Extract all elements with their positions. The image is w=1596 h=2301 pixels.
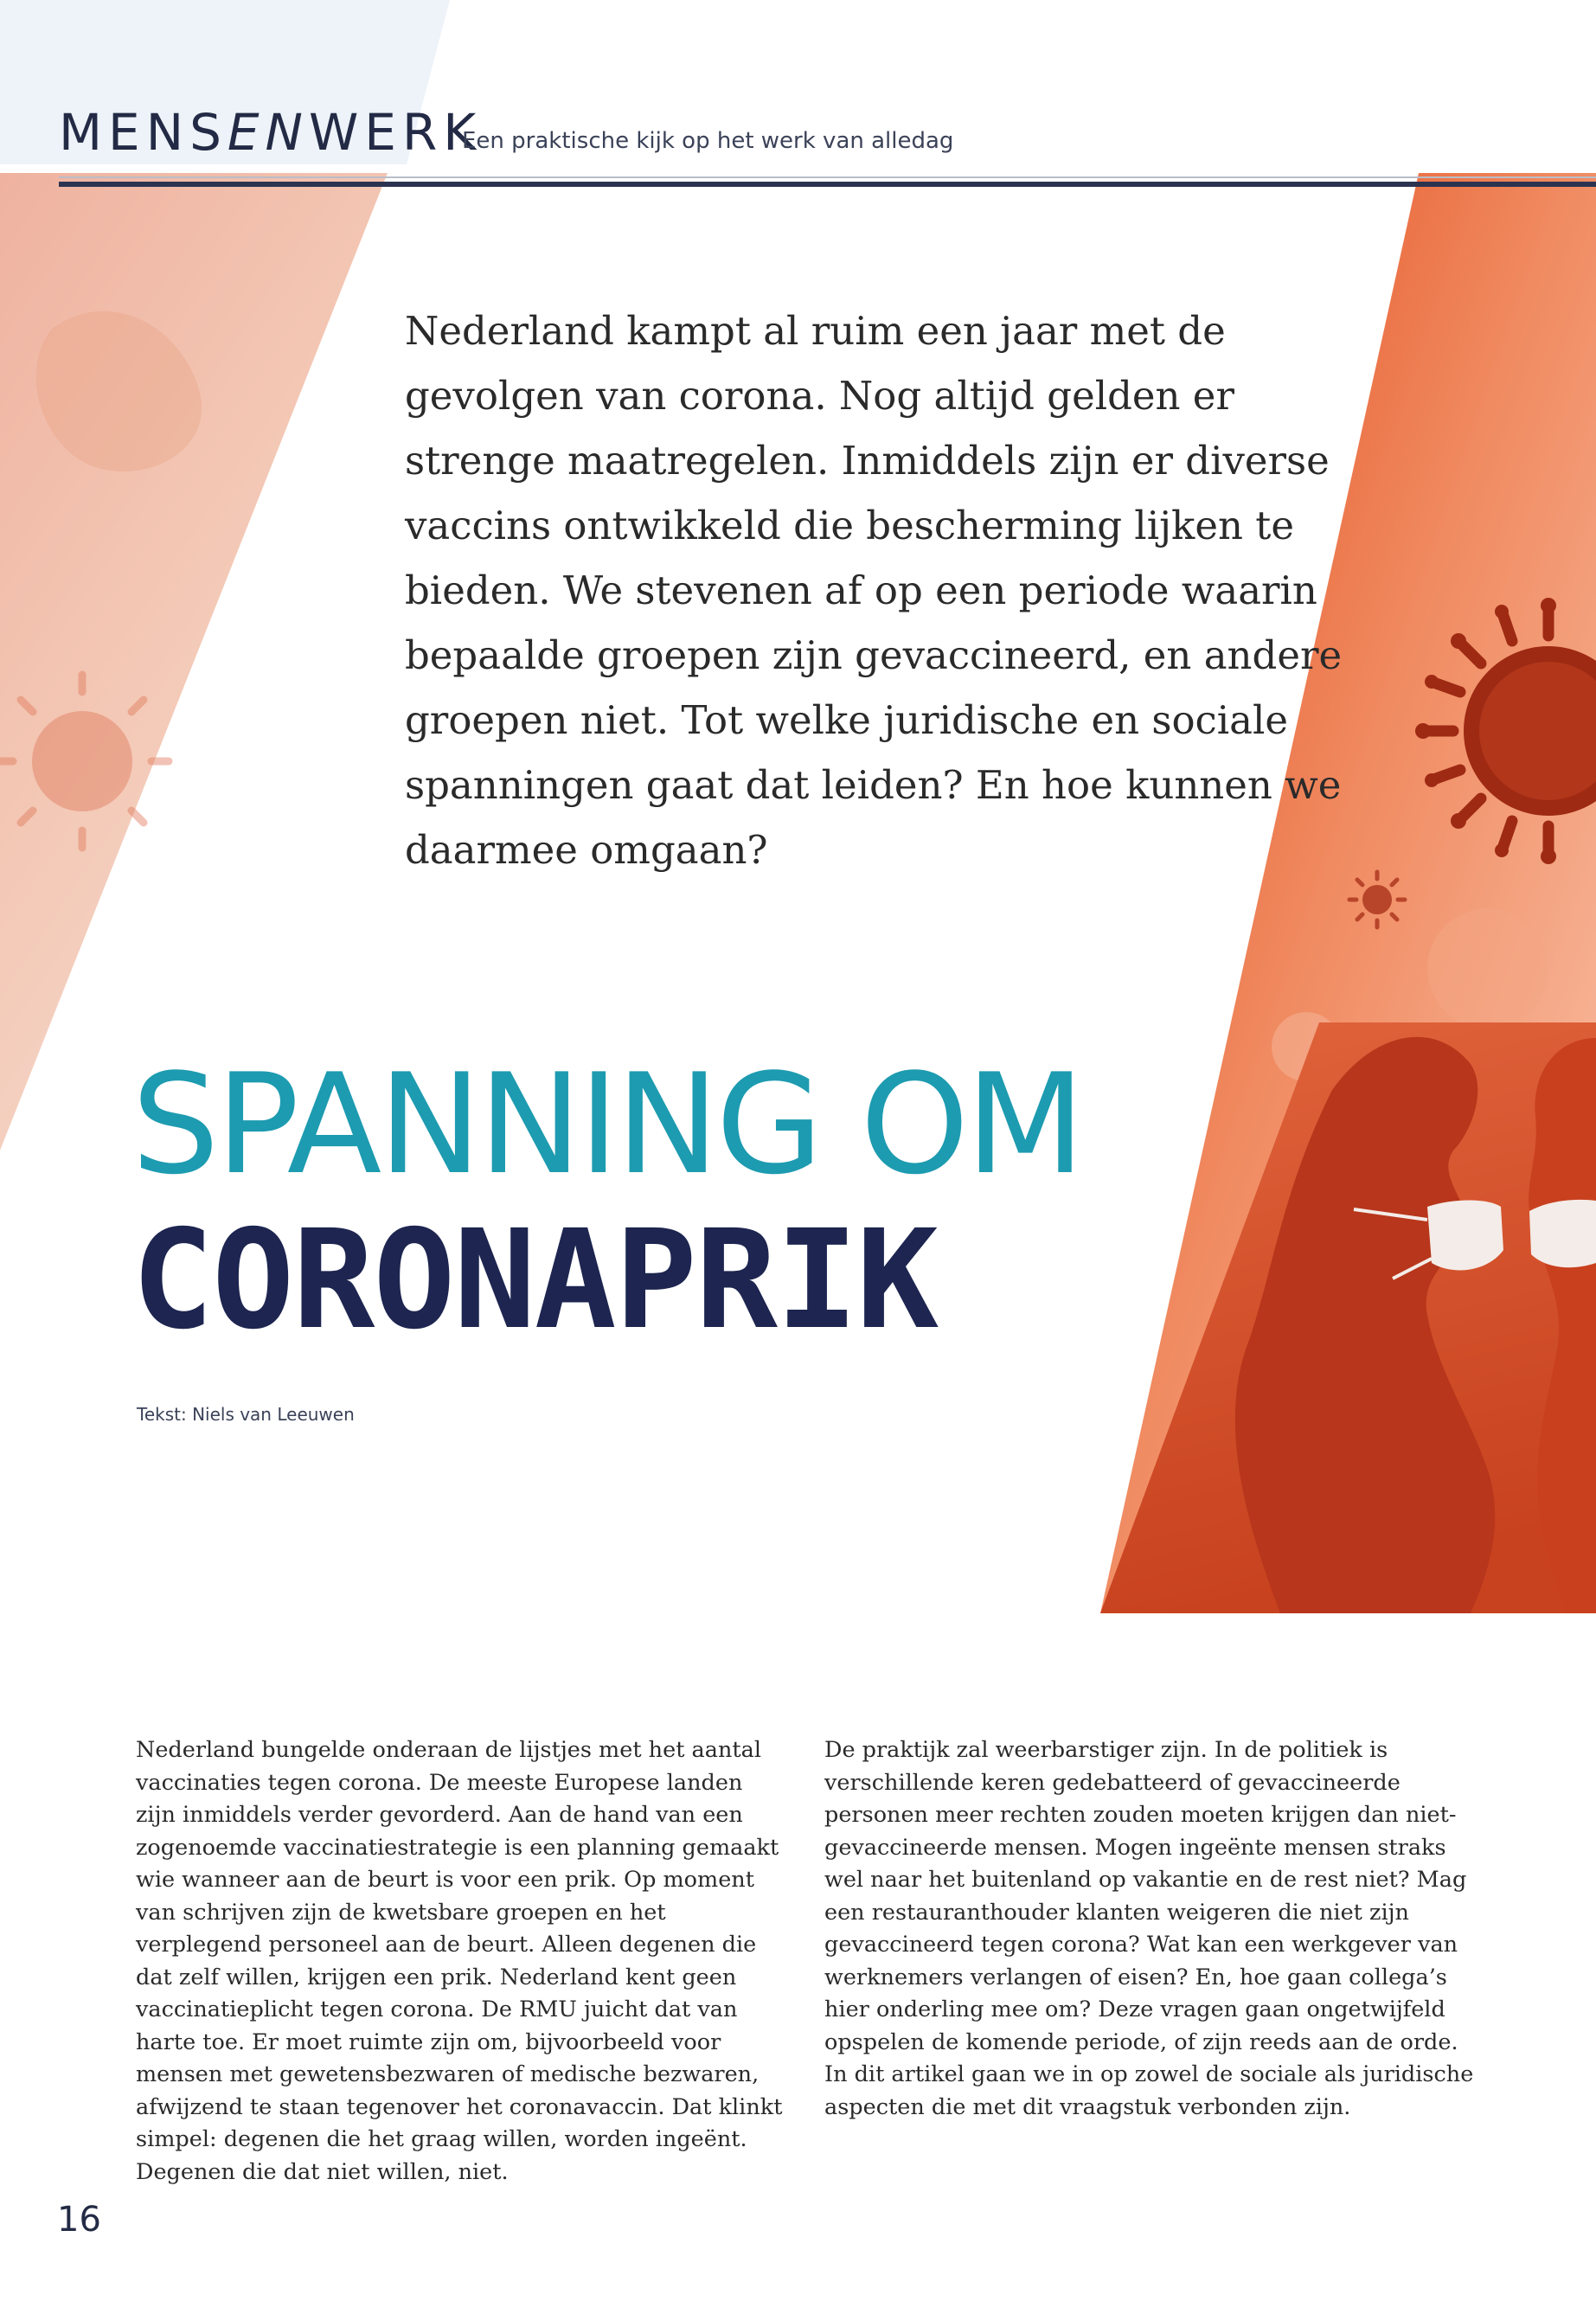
header-rule <box>59 176 1596 178</box>
intro-text: Nederland kampt al ruim een jaar met de gevolgen van corona. Nog altijd gelden er strenge maatregelen. Inmiddels zijn er diverse vaccins ontwikkeld die bescherming lijken te bieden. We stevenen af op een periode waarin bepaalde groepen zijn gevaccineerd, en andere groepen niet. Tot welke juridische en sociale spanningen gaat dat leiden? En hoe kunnen we daarmee omgaan? <box>405 308 1343 873</box>
article-title-line2: CORONAPRIK <box>131 1201 938 1360</box>
body-paragraph: Nederland bungelde onderaan de lijstjes met het aantal vaccinaties tegen corona. De meeste Europese landen zijn inmiddels verder gevorderd. Aan de hand van een zogenoemde vaccinatiestrategie is een planning gemaakt wie wanneer aan de beurt is voor een prik. Op moment van schrijven zijn de kwetsbare groepen en het verplegend personeel aan de beurt. Alleen degenen die dat zelf willen, krijgen een prik. Nederland kent geen vaccinatieplicht tegen corona. De RMU juicht dat van harte toe. Er moet ruimte zijn om, bijvoorbeeld voor mensen met gewetensbezwaren of medische bezwaren, afwijzend te staan tegenover het coronavaccin. Dat klinkt simpel: degenen die het graag willen, worden ingeënt. Degenen die dat niet willen, niet. <box>136 1737 783 2185</box>
body-paragraph: De praktijk zal weerbarstiger zijn. In de politiek is verschillende keren gedebatteerd of gevaccineerde personen meer rechten zouden moeten krijgen dan niet-gevaccineerde mensen. Mogen ingeënte mensen straks wel naar het buitenland op vakantie en de rest niet? Mag een restauranthouder klanten weigeren die niet zijn gevaccineerd tegen corona? Wat kan een werkgever van werknemers verlangen of eisen? En, hoe gaan collega’s hier onderling mee om? Deze vragen gaan ongetwijfeld opspelen de komende periode, of zijn reeds aan de orde. In dit artikel gaan we in op zowel de sociale als juridische aspecten die met dit vraagstuk verbonden zijn. <box>824 1737 1474 2120</box>
body-column-left <box>136 1734 786 2189</box>
section-brand <box>59 102 482 163</box>
brand-text: MENS <box>59 103 228 162</box>
header-rule-thick <box>59 182 1596 187</box>
section-tagline: Een praktische kijk op het werk van alledag <box>462 128 954 154</box>
article-title-line1: SPANNING OM <box>131 1043 1082 1205</box>
body-column-right <box>824 1734 1475 2124</box>
intro-lead <box>405 298 1365 882</box>
page-number: 16 <box>57 2200 101 2240</box>
face-mask-icon <box>1529 1200 1596 1267</box>
brand-text-italic: EN <box>227 103 309 162</box>
background-blob <box>1427 908 1548 1029</box>
left-illustration-wedge <box>0 173 388 1150</box>
brand-text: WERK <box>308 103 483 162</box>
author-byline: Tekst: Niels van Leeuwen <box>137 1404 355 1425</box>
